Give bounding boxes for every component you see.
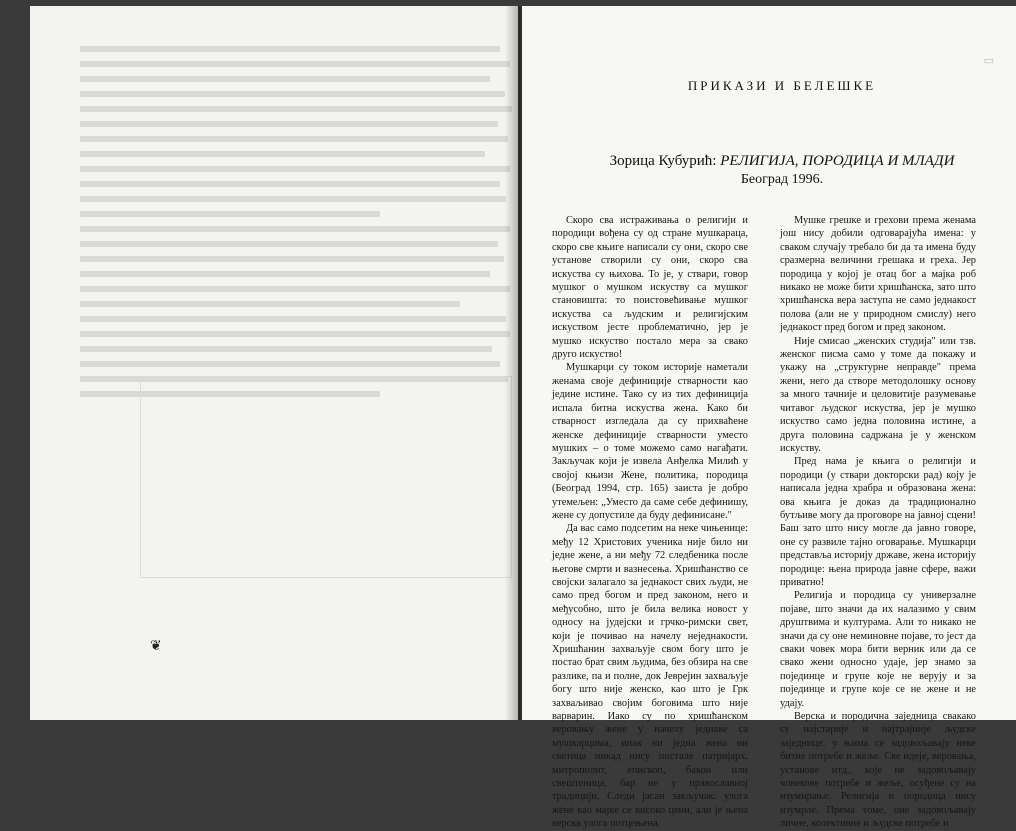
paragraph: Верска и породична заједница свакако су најстарије и најтрајније људске заједнице: у њима се задовољавају неке битне потребе и жеље. Све идеје, веровања, установе итд., које не задовољавају човекове потребе и жеље, осуђене су на изумирање. Религија и породица нису изумрле. Према томе, оне задовољавају личне, колективне и људске потребе и [780, 711, 976, 830]
paragraph: Мушке грешке и грехови према женама још нису добили одговарајућа имена: у сваком случају требало би да та имена буду сразмерна величини грешака и греха. Јер породица у којој је отац бог а мајка роб никако не може бити хришћанска, зато што хришћанска вера заступа не само једнакост полова (али не у природном смислу) него једнакост пред богом и пред законом. [780, 215, 976, 334]
paragraph: Пред нама је књига о религији и породици (у ствари докторски рад) коју је написала једна храбра и образована жена: ова књига је доказ да традиционално бутљиве могу да проговоре на јавној сцени! Баш зато што нису могле да јавно говоре, оне су развиле тајно оговарање. Мушкарци представља историју државе, жена историју породице: њена природа јавне сфере, важи приватно! [780, 456, 976, 588]
text-column-right [780, 214, 976, 831]
running-head: ПРИКАЗИ И БЕЛЕШКЕ [687, 78, 877, 93]
bleed-through-text [80, 46, 520, 686]
article-title [582, 152, 982, 171]
bleed-through-folio: ▭ [983, 55, 994, 67]
paragraph: Скоро сва истраживања о религији и породици вођена су од стране мушкараца, скоро све књиге написали су они, скоро све установе створили су они, скоро сва искуства су њихова. То је, у ствари, говор мушког о мушком искуству са мушког становишта: то поистовећивање мушког искуства са људским и религијским искуством јесте проблематично, јер је мушко искуство постало мера за свако друго искуство! [552, 215, 748, 361]
left-page [30, 6, 518, 720]
article-author: Зорица Кубурић: [609, 153, 721, 169]
paragraph: Мушкарци су током историје наметали женама своје дефиниције стварности као једине истине. Тако су из тих дефиниција испала битна искуства жена. Како би стварност изгледала да су прихваћене женске дефиниције стварности уместо мушких – о томе можемо само нагађати. Закључак који је извела Анђелка Милић у својој књизи Жене, политика, породица (Београд 1994, стр. 165) заиста је добро утемељен: „Уместо да саме себе дефинишу, жене су допустиле да буду дефинисане." [552, 362, 748, 521]
article-title-block [582, 152, 982, 189]
right-page [522, 6, 1016, 830]
text-column-left [552, 214, 748, 831]
article-title-italic: РЕЛИГИЈА, ПОРОДИЦА И МЛАДИ [720, 153, 955, 169]
paragraph: Није смисао „женских студија" или тзв. женског писма само у томе да покажу и укажу на „структурне неправде" према жени, него да створе методолошку основу за много тачније и целовитије разумевање читавог људског искуства, јер је мушко искуство само једна половина истине, а друга половина садржана је у женском искуству. [780, 335, 976, 454]
paragraph: Религија и породица су универзалне појаве, што значи да их налазимо у свим друштвима и културама. Али то никако не значи да су оне неминовне појаве, то јест да сваки човек мора бити верник или да се свако жени односно удаје, јер знамо за појединце и групе које не верују и за појединце и групе које се не жене и не удају. [780, 590, 976, 709]
paragraph: Да вас само подсетим на неке чињенице: међу 12 Христових ученика није било ни једне жене, а ни међу 72 следбеника после његове смрти и вазнесења. Хришћанство се својски залагало за једнакост свих људи, не само пред богом и пред законом, него и међусобно, што је била велика новост у односу на јудејски и грчко-римски свет, који је почивао на начелу неједнакости. Хришћанин захваљује свом богу што је постао брат свим људима, без обзира на све разлике, па и полне, док Јеврејин захваљује богу што није женско, као што је Грк захваљивао својим боговима што није варварин. Иако су по хришћанском веровању жене у начелу једнаке са мушкарцима, ипак ни једна жена ни светица никад нису постале патријарх, митрополит, епископ, бакон или свештеница, бар не у православној традицији. Следи јасан закључак: улога жене као мајке се високо цени, али је њена верска улога потцењена. [552, 523, 748, 830]
publication-place-year: Београд 1996. [740, 172, 824, 187]
ink-mark-icon: ❦ [150, 639, 162, 654]
